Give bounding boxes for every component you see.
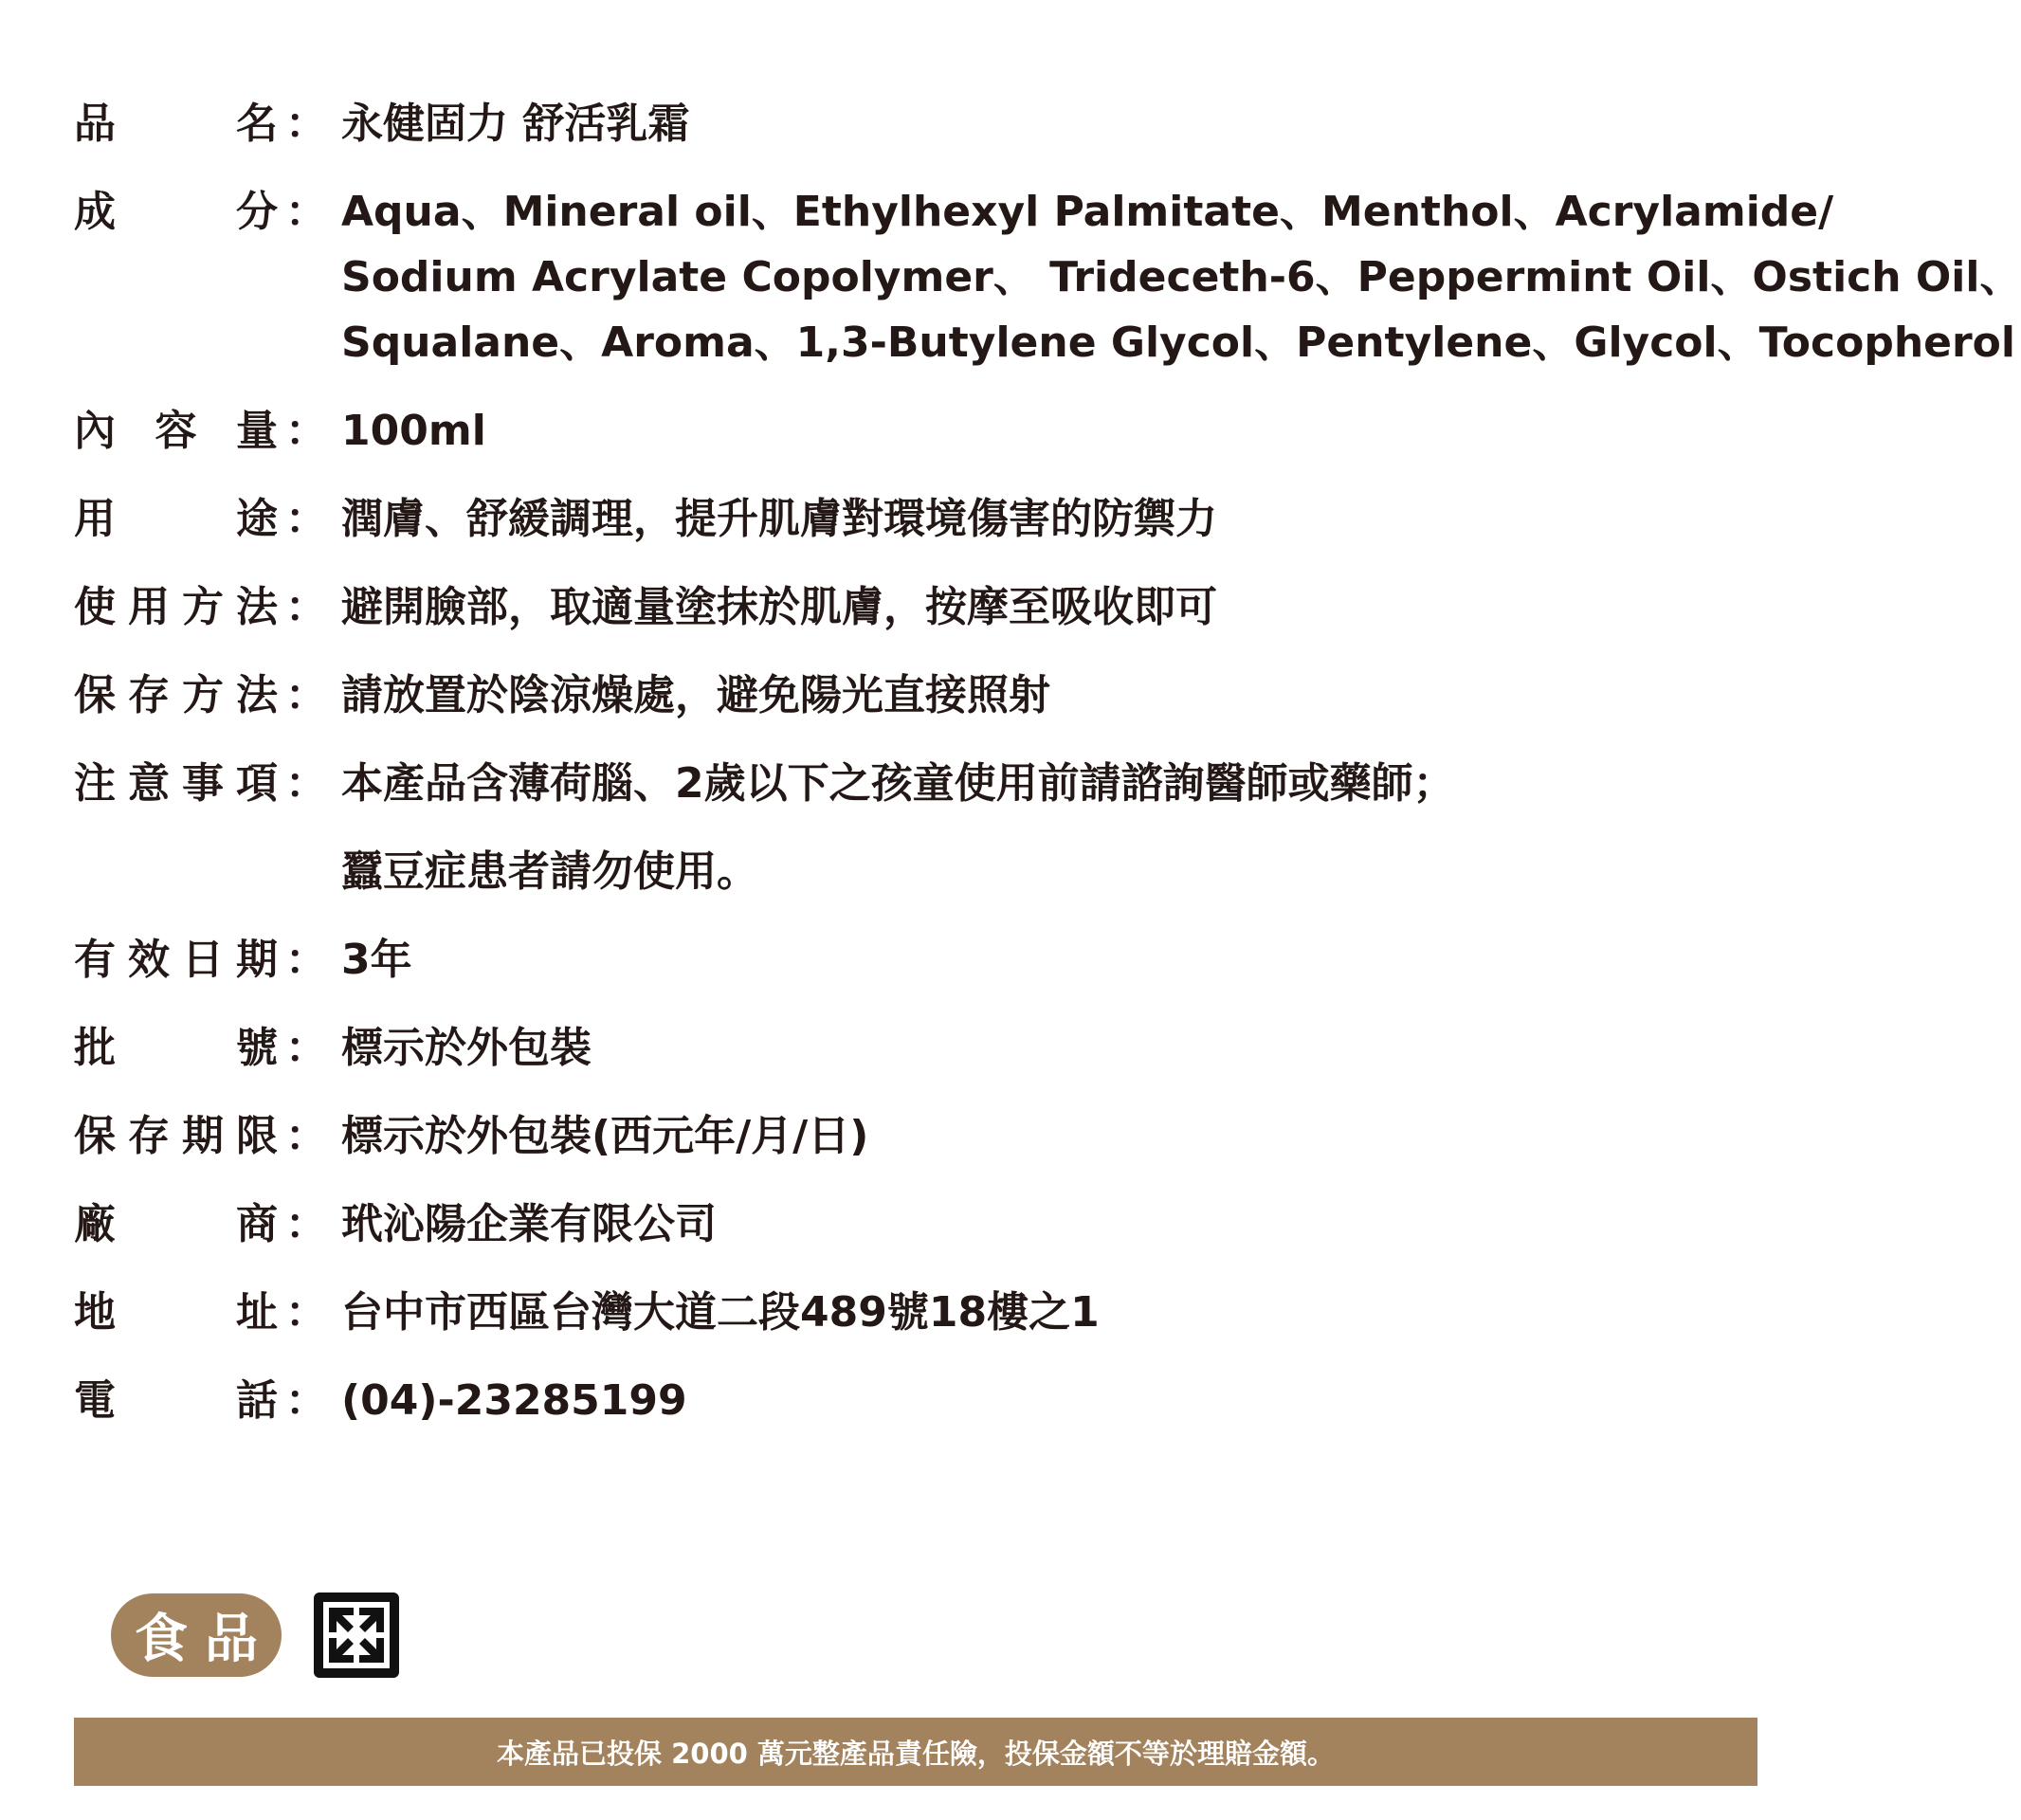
spec-value: 本產品含薄荷腦、2歲以下之孩童使用前請諮詢醫師或藥師； 蠶豆症患者請勿使用。 <box>341 759 1455 896</box>
spec-row-volume: 內 容 量 ： 100ml <box>74 398 1780 464</box>
spec-label: 批 號 <box>74 1024 278 1072</box>
spec-row-phone: 電 話 ： (04)-23285199 <box>74 1368 1780 1433</box>
spec-row-ingredients: 成 分 ： Aqua、Mineral oil、Ethylhexyl Palmitate、Menthol、Acrylamide/ Sodium Acrylate Copolymer、 Trideceth-6、Peppermint Oil、Ostich Oil、 Squalane、Aroma、1,3-Butylene Glycol、Pentylene、Glycol、Tocopherol <box>74 179 1780 375</box>
spec-value: 潤膚、舒緩調理，提升肌膚對環境傷害的防禦力 <box>341 495 1217 543</box>
spec-row-expiry: 有 效 日 期 ： 3年 <box>74 927 1780 992</box>
insurance-notice-bar: 本產品已投保 2000 萬元整產品責任險，投保金額不等於理賠金額。 <box>74 1718 1757 1786</box>
spec-row-address: 地 址 ： 台中市西區台灣大道二段489號18樓之1 <box>74 1280 1780 1345</box>
spec-row-batch: 批 號 ： 標示於外包裝 <box>74 1015 1780 1081</box>
spec-label: 保 存 方 法 <box>74 671 278 719</box>
spec-row-directions: 使 用 方 法 ： 避開臉部，取適量塗抹於肌膚，按摩至吸收即可 <box>74 574 1780 640</box>
recycle-mark-icon <box>314 1592 399 1678</box>
spec-row-cautions: 注 意 事 項 ： 本產品含薄荷腦、2歲以下之孩童使用前請諮詢醫師或藥師； 蠶豆症患者請勿使用。 <box>74 751 1780 904</box>
spec-value: 100ml <box>341 407 486 455</box>
spec-label: 廠 商 <box>74 1200 278 1248</box>
spec-label: 有 效 日 期 <box>74 936 278 984</box>
spec-label: 成 分 <box>74 188 278 236</box>
product-spec-list <box>74 91 2021 1456</box>
spec-value: (04)-23285199 <box>341 1376 687 1425</box>
certification-badges <box>111 1592 399 1678</box>
spec-row-usage: 用 途 ： 潤膚、舒緩調理，提升肌膚對環境傷害的防禦力 <box>74 486 1780 552</box>
food-badge: 食品 <box>111 1593 282 1677</box>
spec-value: 標示於外包裝 <box>341 1024 592 1072</box>
spec-value: 玳沁陽企業有限公司 <box>341 1200 717 1248</box>
spec-label: 用 途 <box>74 495 278 543</box>
spec-label: 使 用 方 法 <box>74 583 278 631</box>
spec-label: 內 容 量 <box>74 407 278 455</box>
spec-value: 3年 <box>341 936 412 984</box>
spec-label: 品 名 <box>74 100 278 148</box>
spec-row-storage: 保 存 方 法 ： 請放置於陰涼燥處，避免陽光直接照射 <box>74 663 1780 728</box>
spec-value: 永健固力 舒活乳霜 <box>341 100 690 148</box>
spec-label: 地 址 <box>74 1288 278 1337</box>
spec-value: 請放置於陰涼燥處，避免陽光直接照射 <box>341 671 1050 719</box>
spec-value: 台中市西區台灣大道二段489號18樓之1 <box>341 1288 1100 1337</box>
spec-row-manufacturer: 廠 商 ： 玳沁陽企業有限公司 <box>74 1192 1780 1257</box>
spec-label: 保 存 期 限 <box>74 1112 278 1160</box>
spec-value: Aqua、Mineral oil、Ethylhexyl Palmitate、Menthol、Acrylamide/ Sodium Acrylate Copolymer、 Trideceth-6、Peppermint Oil、Ostich Oil、 Squalane、Aroma、1,3-Butylene Glycol、Pentylene、Glycol、Tocopherol <box>341 188 2021 367</box>
spec-value: 避開臉部，取適量塗抹於肌膚，按摩至吸收即可 <box>341 583 1217 631</box>
spec-value: 標示於外包裝(西元年/月/日) <box>341 1112 869 1160</box>
spec-label: 注 意 事 項 <box>74 759 278 808</box>
spec-label: 電 話 <box>74 1376 278 1425</box>
spec-row-product-name: 品 名 ： 永健固力 舒活乳霜 <box>74 91 1780 156</box>
spec-row-shelf-life: 保 存 期 限 ： 標示於外包裝(西元年/月/日) <box>74 1103 1780 1169</box>
